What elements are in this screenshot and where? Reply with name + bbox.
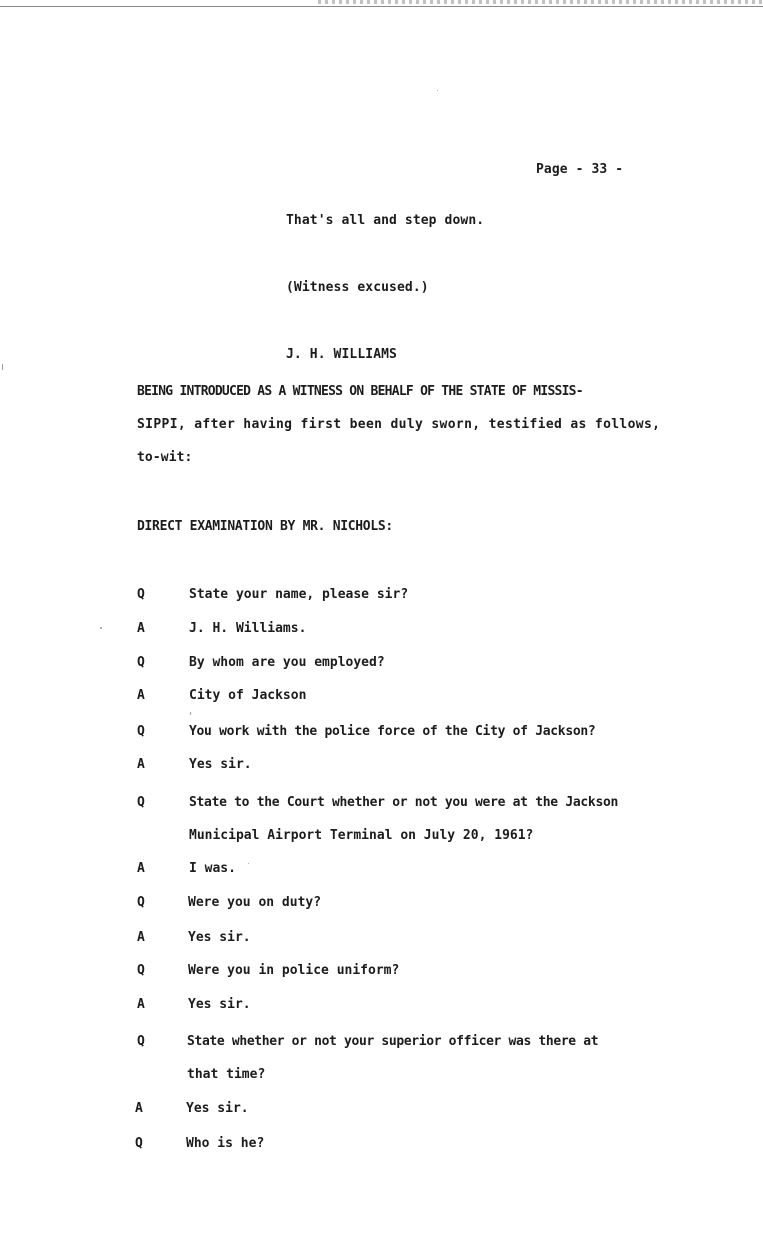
qa-text: Yes sir. — [189, 757, 252, 772]
witness-intro-line: BEING INTRODUCED AS A WITNESS ON BEHALF OF THE STATE OF MISSIS- — [137, 384, 583, 399]
transcript-line: That's all and step down. — [286, 213, 485, 228]
page-number: Page - 33 - — [536, 162, 624, 177]
speaker-label: A — [137, 621, 145, 636]
qa-text: You work with the police force of the City of Jackson? — [189, 724, 596, 739]
qa-text: Municipal Airport Terminal on July 20, 1961? — [189, 828, 534, 843]
qa-text: that time? — [187, 1067, 266, 1082]
speaker-label: Q — [137, 724, 145, 739]
scan-speck — [2, 364, 3, 370]
speaker-label: Q — [135, 1136, 143, 1151]
qa-text: Yes sir. — [186, 1101, 249, 1116]
qa-text: Were you in police uniform? — [188, 963, 400, 978]
speaker-label: A — [135, 1101, 143, 1116]
speaker-label: Q — [137, 963, 145, 978]
qa-text: I was. — [189, 861, 236, 876]
scan-speck — [248, 863, 249, 864]
scan-speck — [100, 627, 102, 629]
qa-text: Who is he? — [186, 1136, 265, 1151]
qa-text: City of Jackson — [189, 688, 307, 703]
speaker-label: A — [137, 997, 145, 1012]
witness-name-heading: J. H. WILLIAMS — [286, 347, 397, 362]
speaker-label: Q — [137, 895, 145, 910]
top-edge-dots — [318, 0, 763, 4]
qa-text: By whom are you employed? — [189, 655, 385, 670]
qa-text: Yes sir. — [188, 930, 251, 945]
witness-intro-line: to-wit: — [137, 450, 193, 465]
qa-text: State to the Court whether or not you were at the Jackson — [189, 795, 619, 810]
qa-text: Were you on duty? — [188, 895, 322, 910]
scan-speck — [437, 90, 438, 91]
witness-intro-line: SIPPI, after having first been duly sworn, testified as follows, — [137, 417, 661, 432]
speaker-label: Q — [137, 795, 145, 810]
speaker-label: A — [137, 688, 145, 703]
scan-speck — [190, 712, 191, 715]
top-border-line — [0, 6, 763, 7]
examination-heading: DIRECT EXAMINATION BY MR. NICHOLS: — [137, 519, 393, 534]
speaker-label: A — [137, 757, 145, 772]
transcript-line: (Witness excused.) — [286, 280, 429, 295]
qa-text: State your name, please sir? — [189, 587, 409, 602]
speaker-label: A — [137, 930, 145, 945]
speaker-label: Q — [137, 1034, 145, 1049]
qa-text: State whether or not your superior officer was there at — [187, 1034, 599, 1049]
speaker-label: Q — [137, 655, 145, 670]
speaker-label: A — [137, 861, 145, 876]
speaker-label: Q — [137, 587, 145, 602]
qa-text: Yes sir. — [188, 997, 251, 1012]
qa-text: J. H. Williams. — [189, 621, 307, 636]
